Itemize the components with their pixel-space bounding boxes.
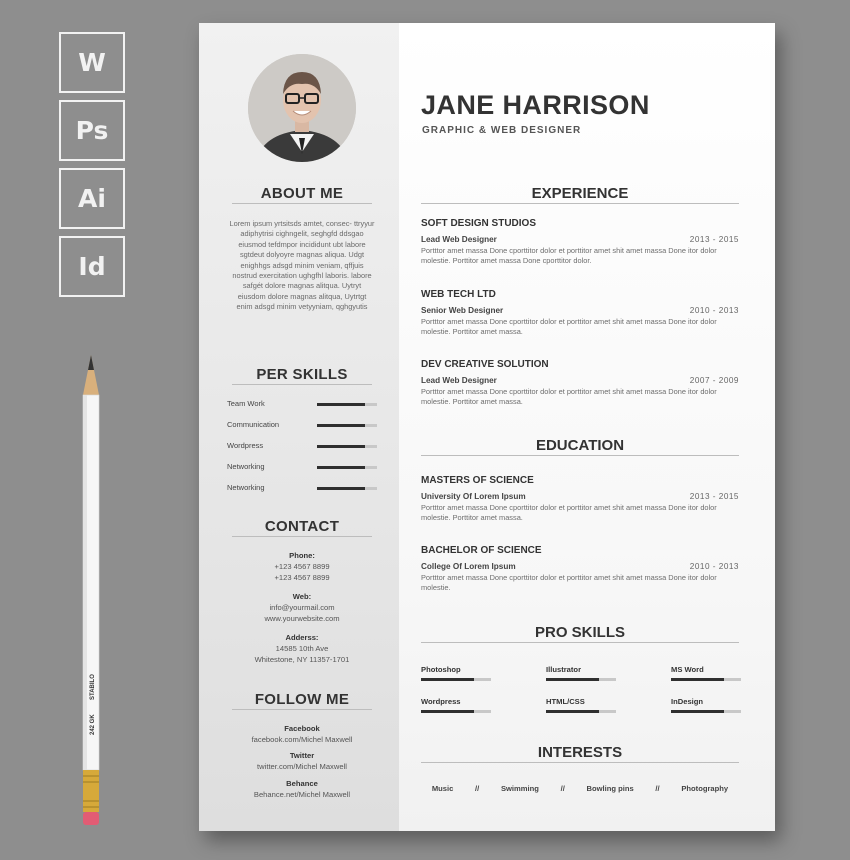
interest-item: Photography [681, 784, 729, 793]
job-title: Lead Web Designer [421, 376, 497, 385]
job-years: 2010 - 2013 [689, 306, 739, 315]
per-skill-label: Networking [227, 483, 265, 492]
degree-name: BACHELOR OF SCIENCE [421, 545, 542, 556]
experience-entry [421, 359, 739, 407]
pro-skill-bar [421, 710, 491, 713]
phone-title: Phone: [289, 551, 315, 560]
education-heading: EDUCATION [421, 437, 739, 456]
facebook-link[interactable]: facebook.com/Michel Maxwell [251, 735, 353, 744]
per-skill-bar [317, 424, 377, 427]
address-line: 14585 10th Ave [275, 644, 329, 653]
twitter-link[interactable]: twitter.com/Michel Maxwell [257, 762, 347, 771]
per-skill-bar [317, 445, 377, 448]
per-skill-row [227, 441, 377, 451]
candidate-name: JANE HARRISON [421, 90, 650, 120]
interest-item: Music [431, 784, 454, 793]
education-entry [421, 545, 739, 593]
per-skills-heading: PER SKILLS [232, 366, 372, 385]
interests-heading: INTERESTS [421, 744, 739, 763]
school-years: 2013 - 2015 [689, 492, 739, 501]
interest-separator: // [655, 784, 660, 793]
interest-separator: // [560, 784, 565, 793]
education-description: Portttor amet massa Done cporttitor dolor et porttitor amet shit amet massa Done itor dolor molestie. Porttitor amet massa. [421, 503, 717, 522]
per-skill-label: Communication [227, 420, 280, 429]
pro-skill [671, 665, 741, 681]
pro-skill [671, 697, 741, 713]
job-description: Portttor amet massa Done cporttitor dolor et porttitor amet shit amet massa Done itor dolor molestie. Porttitor amet massa Done cporttitor dolor. [421, 246, 717, 265]
profile-photo [248, 54, 356, 162]
per-skill-label: Networking [227, 462, 265, 471]
web-title: Web: [292, 592, 312, 601]
pro-skill-label: Photoshop [421, 665, 461, 674]
job-years: 2007 - 2009 [689, 376, 739, 385]
company-name: WEB TECH LTD [421, 289, 496, 300]
pro-skills-heading: PRO SKILLS [421, 624, 739, 643]
resume-sheet [199, 23, 775, 831]
job-description: Portttor amet massa Done cporttitor dolor et porttitor amet shit amet massa Done itor dolor molestie. Porttitor amet massa. [421, 387, 717, 406]
education-description: Portttor amet massa Done cporttitor dolor et porttitor amet shit amet massa Done itor dolor molestie. [421, 573, 717, 592]
pencil-model: 242 GK [90, 714, 96, 735]
pro-skill-bar [671, 710, 741, 713]
pro-skill-label: MS Word [671, 665, 704, 674]
software-badges [59, 32, 125, 304]
photoshop-icon: Ps [59, 100, 125, 161]
per-skill-label: Team Work [227, 399, 265, 408]
website-link[interactable]: www.yourwebsite.com [264, 614, 340, 623]
behance-link[interactable]: Behance.net/Michel Maxwell [253, 790, 351, 799]
pro-skill [421, 665, 491, 681]
pro-skill-bar [421, 678, 491, 681]
pro-skill-label: HTML/CSS [546, 697, 585, 706]
phone-number: +123 4567 8899 [274, 562, 330, 571]
per-skill-row [227, 462, 377, 472]
contact-phone [219, 550, 385, 583]
per-skill-row [227, 420, 377, 430]
experience-entry [421, 218, 739, 266]
indesign-icon: Id [59, 236, 125, 297]
pro-skill-label: Wordpress [421, 697, 461, 706]
pro-skill [546, 697, 616, 713]
job-title: Lead Web Designer [421, 235, 497, 244]
per-skill-bar [317, 466, 377, 469]
company-name: DEV CREATIVE SOLUTION [421, 359, 549, 370]
interests-list [421, 784, 739, 793]
degree-name: MASTERS OF SCIENCE [421, 475, 534, 486]
job-years: 2013 - 2015 [689, 235, 739, 244]
follow-heading: FOLLOW ME [232, 691, 372, 710]
address-title: Adderss: [285, 633, 319, 642]
pencil-brand: STABILO [90, 674, 96, 700]
company-name: SOFT DESIGN STUDIOS [421, 218, 537, 229]
phone-number: +123 4567 8899 [274, 573, 330, 582]
per-skill-row [227, 399, 377, 409]
resume-main [399, 23, 775, 831]
pro-skill-bar [546, 678, 616, 681]
interest-separator: // [475, 784, 480, 793]
follow-facebook [219, 723, 385, 745]
contact-address [219, 632, 385, 665]
experience-entry [421, 289, 739, 337]
about-heading: ABOUT ME [232, 185, 372, 204]
pro-skill-bar [546, 710, 616, 713]
contact-web [219, 591, 385, 624]
follow-twitter [219, 750, 385, 772]
school-name: University Of Lorem Ipsum [421, 492, 526, 501]
behance-title: Behance [286, 779, 318, 788]
word-icon: W [59, 32, 125, 93]
follow-behance [219, 778, 385, 800]
per-skill-bar [317, 487, 377, 490]
per-skill-label: Wordpress [227, 441, 264, 450]
per-skill-row [227, 483, 377, 493]
experience-heading: EXPERIENCE [421, 185, 739, 204]
per-skill-bar [317, 403, 377, 406]
job-title: Senior Web Designer [421, 306, 504, 315]
twitter-title: Twitter [289, 751, 315, 760]
candidate-role: GRAPHIC & WEB DESIGNER [422, 125, 582, 136]
education-entry [421, 475, 739, 523]
school-name: College Of Lorem Ipsum [421, 562, 516, 571]
pro-skill [546, 665, 616, 681]
pro-skill-label: InDesign [671, 697, 704, 706]
interest-item: Swimming [500, 784, 539, 793]
about-text: Lorem ipsum yrtsitsds amtet, consec- ttryyur adiphytrisi cighngelit, seghgfd ddsgao eiusmod tefdmpor incididunt ubt labore sgtdeut dolyoyre magnas aliqua. Udgt enighhgs adsgd minim veniam, qffjuis nostrud exercitation ughgfhl laboris. labore safgét dolore magnas alitqua. Uytryt eiusdom dolore magnas alitqua, Uytrtgt enim adsgd minim vetyyniam, qghgyutis [229, 219, 375, 312]
job-description: Portttor amet massa Done cporttitor dolor et porttitor amet shit amet massa Done itor dolor molestie. Porttitor amet massa. [421, 317, 717, 336]
contact-heading: CONTACT [232, 518, 372, 537]
pro-skill-label: Illustrator [546, 665, 582, 674]
interest-item: Bowling pins [586, 784, 634, 793]
resume-sidebar [199, 23, 399, 831]
pro-skill-bar [671, 678, 741, 681]
illustrator-icon: Ai [59, 168, 125, 229]
facebook-title: Facebook [284, 724, 320, 733]
pencil-illustration [80, 355, 102, 825]
address-line: Whitestone, NY 11357-1701 [254, 655, 350, 664]
pro-skill [421, 697, 491, 713]
school-years: 2010 - 2013 [689, 562, 739, 571]
email-link[interactable]: info@yourmail.com [269, 603, 335, 612]
